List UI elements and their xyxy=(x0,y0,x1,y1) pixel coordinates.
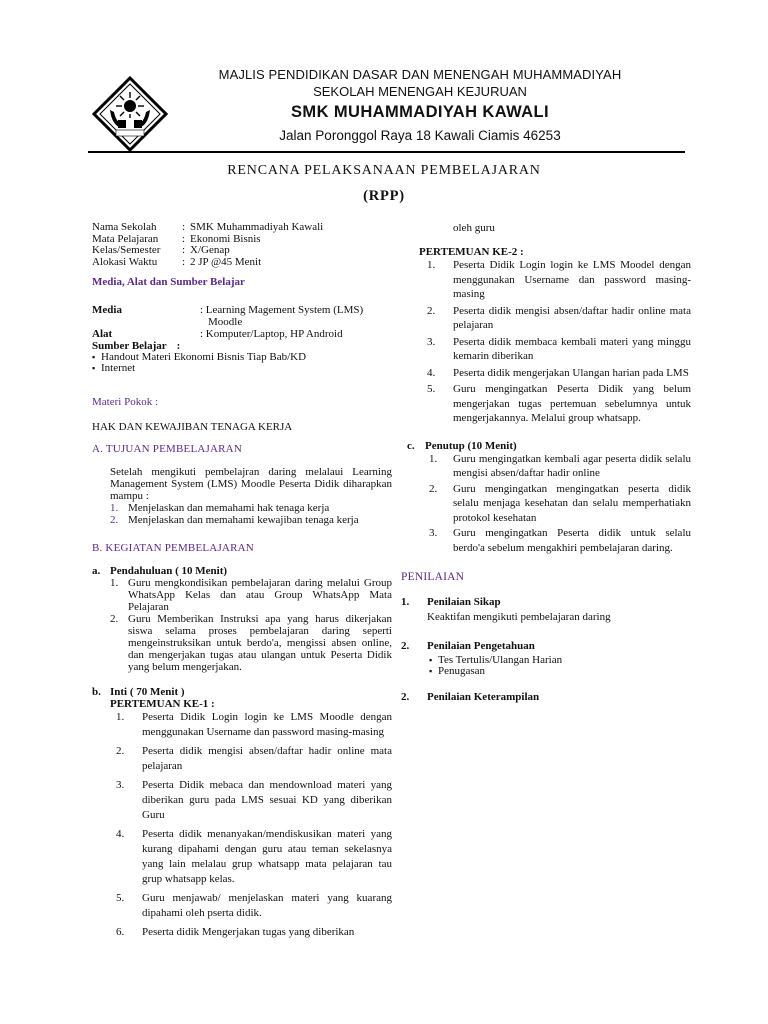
pertemuan-1-title: PERTEMUAN KE-1 : xyxy=(110,698,215,710)
identity-value: Ekonomi Bisnis xyxy=(190,232,261,245)
list-number: 4. xyxy=(116,828,125,840)
list-item xyxy=(427,366,691,381)
sumber-sep: : xyxy=(176,340,181,352)
list-text: Peserta didik membaca kembali materi yang minggu kemarin diberikan xyxy=(453,335,691,362)
penilaian-sikap-heading xyxy=(401,596,691,608)
identity-value: X/Genap xyxy=(190,244,230,256)
media-heading: Media, Alat dan Sumber Belajar xyxy=(92,276,245,288)
list-item xyxy=(429,482,691,526)
list-number: 1. xyxy=(427,259,436,271)
list-number: 1. xyxy=(116,711,125,723)
identity-sep: : xyxy=(182,232,186,245)
materi-label: Materi Pokok : xyxy=(92,396,158,408)
identity-row xyxy=(92,257,392,269)
list-number: 2. xyxy=(110,514,119,526)
school-logo-icon xyxy=(92,76,168,152)
pengetahuan-list xyxy=(401,655,691,677)
list-text: Peserta Didik Login login ke LMS Moodel dengan menggunakan Username dan password masing-masing xyxy=(453,259,691,300)
section-title: Pendahuluan ( 10 Menit) xyxy=(110,565,228,577)
list-number: 6. xyxy=(116,926,125,938)
list-text: Peserta Didik mebaca dan mendownload materi yang diberikan guru pada LMS sesuai KD yang diberikan Guru xyxy=(142,779,392,821)
penutup-heading xyxy=(401,440,691,452)
list-item: ▪ Tes Tertulis/Ulangan Harian xyxy=(429,655,691,666)
list-item xyxy=(110,514,392,526)
list-number: 2. xyxy=(110,613,119,625)
list-text: Menjelaskan dan memahami kewajiban tenaga kerja xyxy=(128,514,359,526)
list-number: 4. xyxy=(427,366,436,379)
organization-name: MAJLIS PENDIDIKAN DASAR DAN MENENGAH MUHAMMADIYAH xyxy=(218,67,622,82)
tujuan-list xyxy=(92,502,392,526)
section-title: Inti ( 70 Menit ) xyxy=(110,686,185,698)
section-letter: c. xyxy=(407,439,415,452)
identity-row xyxy=(92,222,392,234)
tujuan-intro: Setelah mengikuti pembelajran daring melalaui Learning Management System (LMS) Moodle Peserta Didik diharapkan mampu : xyxy=(110,466,392,502)
list-item xyxy=(116,925,392,940)
list-item xyxy=(116,778,392,823)
inti-heading xyxy=(92,686,392,698)
media-value-line2: Moodle xyxy=(208,316,243,328)
school-type: SEKOLAH MENENGAH KEJURUAN xyxy=(313,84,527,99)
penilaian-keterampilan-heading xyxy=(401,691,691,703)
media-value-line1: : Learning Magement System (LMS) xyxy=(200,304,364,316)
section-letter: a. xyxy=(92,565,101,577)
list-item xyxy=(429,526,691,555)
materi-value: HAK DAN KEWAJIBAN TENAGA KERJA xyxy=(92,421,293,433)
list-text: Guru menjawab/ menjelaskan materi yang kuarang dipahami oleh pserta didik. xyxy=(142,892,392,919)
identity-block xyxy=(92,222,392,268)
list-number: 5. xyxy=(116,892,125,904)
list-number: 2. xyxy=(401,640,410,652)
list-item xyxy=(427,382,691,426)
list-item xyxy=(427,335,691,364)
alat-value: : Komputer/Laptop, HP Android xyxy=(200,328,343,340)
pertemuan-2-list xyxy=(401,258,691,426)
sumber-label: Sumber Belajar xyxy=(92,340,167,352)
alat-row xyxy=(92,328,392,340)
penilaian-sikap-text: Keaktifan mengikuti pembelajaran daring xyxy=(427,611,611,623)
list-text: Peserta didik mengisi absen/daftar hadir online mata pelajaran xyxy=(453,304,691,331)
letterhead-text xyxy=(170,66,670,146)
list-item xyxy=(110,613,392,673)
section-letter: b. xyxy=(92,686,101,698)
section-title: Penilaian Sikap xyxy=(427,596,501,608)
list-item: ▪ Handout Materi Ekonomi Bisnis Tiap Bab/KD xyxy=(92,352,392,363)
list-number: 3. xyxy=(116,779,125,791)
penilaian-heading: PENILAIAN xyxy=(401,571,465,583)
identity-label: Kelas/Semester xyxy=(92,244,161,256)
list-text: Guru mengingatkan Peserta didik untuk selalu berdo'a sebelum mengakhiri pembelajaran daring. xyxy=(453,527,691,554)
identity-sep: : xyxy=(182,244,186,256)
pendahuluan-heading xyxy=(92,565,392,577)
alat-label: Alat xyxy=(92,328,113,340)
list-number: 3. xyxy=(427,335,436,348)
kegiatan-heading: B. KEGIATAN PEMBELAJARAN xyxy=(92,542,254,554)
section-title: Penutup (10 Menit) xyxy=(425,439,517,452)
list-item xyxy=(427,304,691,333)
list-number: 1. xyxy=(110,502,119,514)
list-number: 1. xyxy=(110,577,119,589)
identity-label: Nama Sekolah xyxy=(92,221,157,233)
letterhead-divider xyxy=(88,151,685,153)
identity-row xyxy=(92,245,392,257)
section-title: Penilaian Pengetahuan xyxy=(427,640,535,652)
list-item: ▪ Penugasan xyxy=(429,666,691,677)
school-name: SMK MUHAMMADIYAH KAWALI xyxy=(291,103,549,121)
list-text: Peserta didik Mengerjakan tugas yang diberikan xyxy=(142,926,355,938)
sumber-list xyxy=(92,352,392,374)
list-number: 2. xyxy=(401,691,410,703)
list-text: Guru mengkondisikan pembelajaran daring melalui Group WhatsApp Kelas dan atau Group WhatsApp Mata Pelajaran xyxy=(128,577,392,613)
list-item xyxy=(116,891,392,921)
media-value xyxy=(200,304,392,328)
list-item xyxy=(427,258,691,302)
identity-value: SMK Muhammadiyah Kawali xyxy=(190,221,324,233)
section-title: Penilaian Keterampilan xyxy=(427,691,540,703)
identity-label: Alokasi Waktu xyxy=(92,255,158,268)
list-item xyxy=(116,827,392,887)
identity-value: 2 JP @45 Menit xyxy=(190,255,262,268)
list-number: 2. xyxy=(429,482,438,495)
media-row xyxy=(92,304,392,328)
letterhead xyxy=(0,0,768,160)
list-text: Guru mengingatkan mengingatkan peserta didik selalu menjaga kesehatan dan selalu memperhatiakn protokol kesehatan xyxy=(453,482,691,524)
document-subtitle: (RPP) xyxy=(363,188,405,204)
list-text: Peserta didik mengerjakan Ulangan harian pada LMS xyxy=(453,366,689,379)
list-text: Peserta didik menanyakan/mendiskusikan materi yang kurang dipahami dengan guru atau teman sekelasnya yang lain melalau grup whatsapp mata pelajaran tau grup whatsapp kelas. xyxy=(142,828,392,885)
penutup-list xyxy=(401,452,691,556)
document-title: RENCANA PELAKSANAAN PEMBELAJARAN xyxy=(227,163,541,178)
identity-label: Mata Pelajaran xyxy=(92,232,159,245)
list-item xyxy=(110,502,392,514)
list-number: 2. xyxy=(116,745,125,757)
list-text: Guru mengingatkan kembali agar peserta didik selalu mengisi absen/daftar hadir online xyxy=(453,452,691,479)
list-number: 5. xyxy=(427,383,436,395)
identity-sep: : xyxy=(182,221,186,233)
list-item: ▪ Internet xyxy=(92,363,392,374)
list-text: Guru Memberikan Instruksi apa yang harus dikerjakan siswa selama proses pembelajaran daring seperti mengeinstruksikan untuk berdo'a, mengissi absen online, dan mengerjakan tugas atau ulangan untuk Peserta Didik yang belum mengerjakan. xyxy=(128,613,392,673)
right-column xyxy=(401,222,691,703)
pertemuan-2-title: PERTEMUAN KE-2 : xyxy=(419,246,524,258)
left-column xyxy=(92,222,392,940)
list-text: Guru mengingatkan Peserta Didik yang belum mengerjakan tugas pertemuan sebelumnya untuk mengerjakannya. Melalui group whatsapp. xyxy=(453,383,691,424)
list-item xyxy=(116,744,392,774)
pertemuan-1-list xyxy=(92,710,392,940)
media-label: Media xyxy=(92,304,122,316)
media-block xyxy=(92,304,392,374)
list-item xyxy=(429,452,691,481)
list-number: 2. xyxy=(427,304,436,317)
school-address: Jalan Poronggol Raya 18 Kawali Ciamis 46253 xyxy=(279,128,561,143)
pendahuluan-list xyxy=(92,577,392,673)
list-number: 1. xyxy=(429,452,438,465)
list-item xyxy=(116,710,392,740)
list-text: Menjelaskan dan memahami hak tenaga kerja xyxy=(128,502,330,514)
list-number: 3. xyxy=(429,527,438,539)
list-number: 1. xyxy=(401,596,410,608)
pertemuan-1-continuation: oleh guru xyxy=(453,222,495,234)
list-item xyxy=(110,577,392,613)
identity-sep: : xyxy=(182,255,186,268)
list-text: Peserta didik mengisi absen/daftar hadir online mata pelajaran xyxy=(142,745,392,772)
penilaian-pengetahuan-heading xyxy=(401,640,691,652)
tujuan-heading: A. TUJUAN PEMBELAJARAN xyxy=(92,443,242,455)
list-text: Peserta Didik Login login ke LMS Moodle dengan menggunakan Username dan password masing-masing xyxy=(142,711,392,738)
